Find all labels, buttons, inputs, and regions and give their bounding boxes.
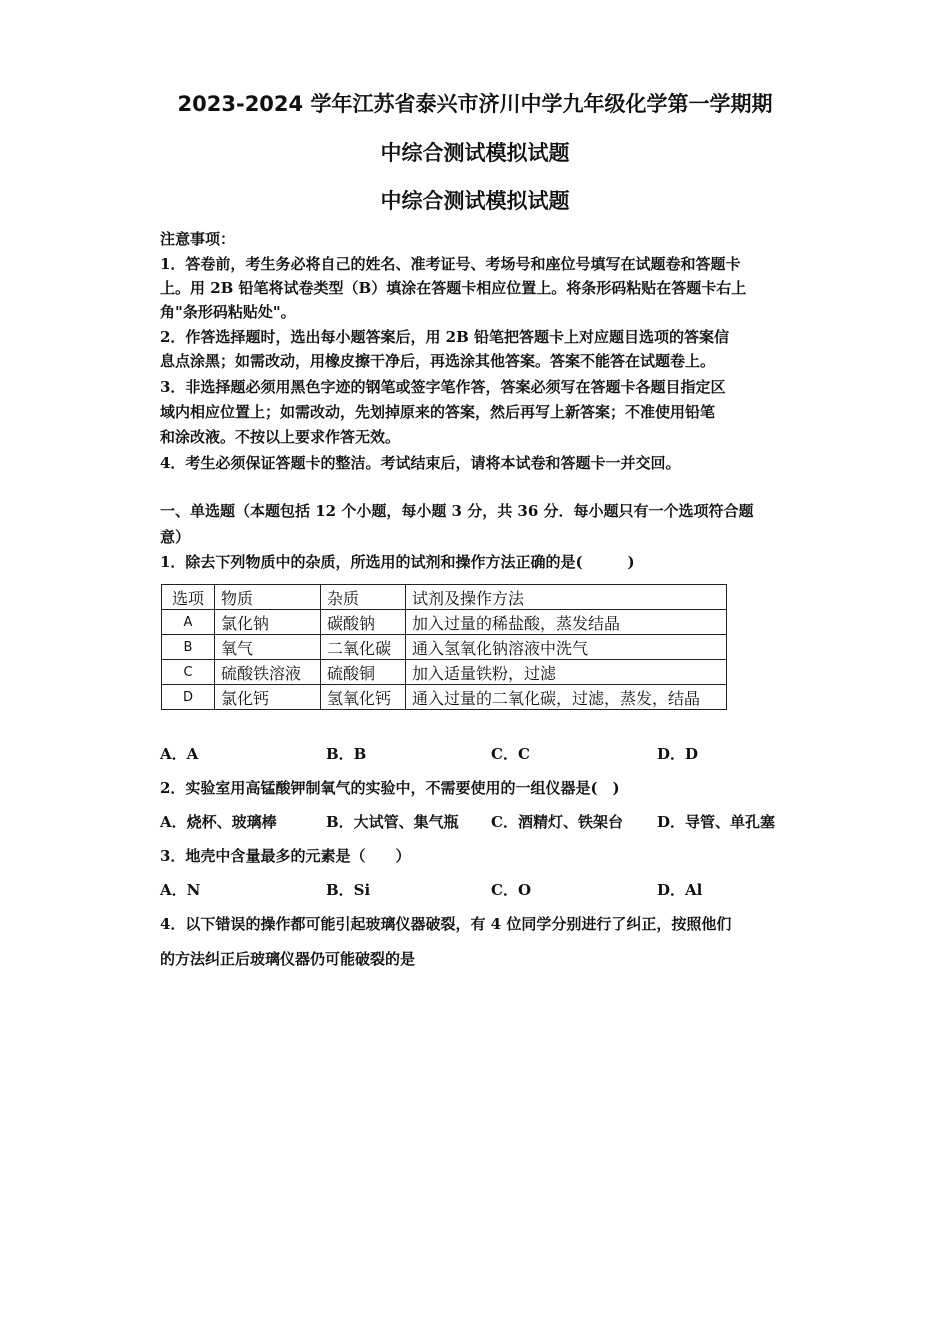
table-cell: 二氧化碳 [321,635,406,660]
question-2-option-a: A．烧杯、玻璃棒 [160,813,277,831]
table-row [162,660,727,685]
question-1-table [161,584,727,710]
question-3-option-b: B．Si [326,881,371,899]
table-header-cell: 选项 [162,585,215,610]
question-3-option-d: D．Al [657,881,703,899]
question-3-option-a: A．N [160,881,201,899]
notice-line: 角"条形码粘贴处"。 [160,303,296,321]
notice-line: 2．作答选择题时，选出每小题答案后，用 2B 铅笔把答题卡上对应题目选项的答案信 [160,328,730,346]
page-title-line1: 2023-2024 学年江苏省泰兴市济川中学九年级化学第一学期期 [177,92,773,116]
table-cell: 加入过量的稀盐酸，蒸发结晶 [406,610,727,635]
notice-line: 息点涂黑；如需改动，用橡皮擦干净后，再选涂其他答案。答案不能答在试题卷上。 [160,352,716,370]
table-cell: 加入适量铁粉，过滤 [406,660,727,685]
question-2-stem: 2．实验室用高锰酸钾制氧气的实验中，不需要使用的一组仪器是( ) [160,779,620,797]
question-4-stem: 4．以下错误的操作都可能引起玻璃仪器破裂，有 4 位同学分别进行了纠正，按照他们 [160,915,732,933]
question-1-option-d: D．D [657,745,699,763]
table-cell: 硫酸铜 [321,660,406,685]
section-heading-cont: 意） [160,528,191,546]
table-header-row [162,585,727,610]
page-title-line3: 中综合测试模拟试题 [380,189,570,213]
table-header-cell: 杂质 [321,585,406,610]
table-cell: 氯化钠 [215,610,321,635]
table-cell: 氢氧化钙 [321,685,406,710]
page-title-line2: 中综合测试模拟试题 [380,141,570,165]
notice-line: 3．非选择题必须用黑色字迹的钢笔或签字笔作答，答案必须写在答题卡各题目指定区 [160,378,726,396]
question-2-option-b: B．大试管、集气瓶 [326,813,459,831]
question-3-option-c: C．O [491,881,532,899]
question-3-stem: 3．地壳中含量最多的元素是（ ） [160,847,411,865]
notice-heading: 注意事项： [160,230,236,248]
question-2-option-d: D．导管、单孔塞 [657,813,776,831]
table-cell: 通入氢氧化钠溶液中洗气 [406,635,727,660]
question-1-option-b: B．B [326,745,367,763]
notice-line: 4．考生必须保证答题卡的整洁。考试结束后，请将本试卷和答题卡一并交回。 [160,454,681,472]
notice-line: 和涂改液。不按以上要求作答无效。 [160,428,401,446]
question-4-stem-cont: 的方法纠正后玻璃仪器仍可能破裂的是 [160,950,416,968]
notice-line: 域内相应位置上；如需改动，先划掉原来的答案，然后再写上新答案；不准使用铅笔 [160,403,716,421]
table-cell: A [162,610,215,635]
table-row [162,685,727,710]
question-2-option-c: C．酒精灯、铁架台 [491,813,623,831]
table-cell: B [162,635,215,660]
table-cell: 碳酸钠 [321,610,406,635]
table-row [162,610,727,635]
table-cell: 氯化钙 [215,685,321,710]
question-1-stem: 1．除去下列物质中的杂质，所选用的试剂和操作方法正确的是( ) [160,553,635,571]
table-header-cell: 试剂及操作方法 [406,585,727,610]
notice-line: 上。用 2B 铅笔将试卷类型（B）填涂在答题卡相应位置上。将条形码粘贴在答题卡右上 [160,279,747,297]
notice-line: 1．答卷前，考生务必将自己的姓名、准考证号、考场号和座位号填写在试题卷和答题卡 [160,255,741,273]
table-cell: 氧气 [215,635,321,660]
table-header-cell: 物质 [215,585,321,610]
question-1-option-a: A．A [160,745,199,763]
table-cell: D [162,685,215,710]
section-heading: 一、单选题（本题包括 12 个小题，每小题 3 分，共 36 分．每小题只有一个选项符合题 [160,502,754,520]
table-cell: 通入过量的二氧化碳，过滤，蒸发，结晶 [406,685,727,710]
table-cell: C [162,660,215,685]
table-row [162,635,727,660]
table-cell: 硫酸铁溶液 [215,660,321,685]
question-1-option-c: C．C [491,745,530,763]
